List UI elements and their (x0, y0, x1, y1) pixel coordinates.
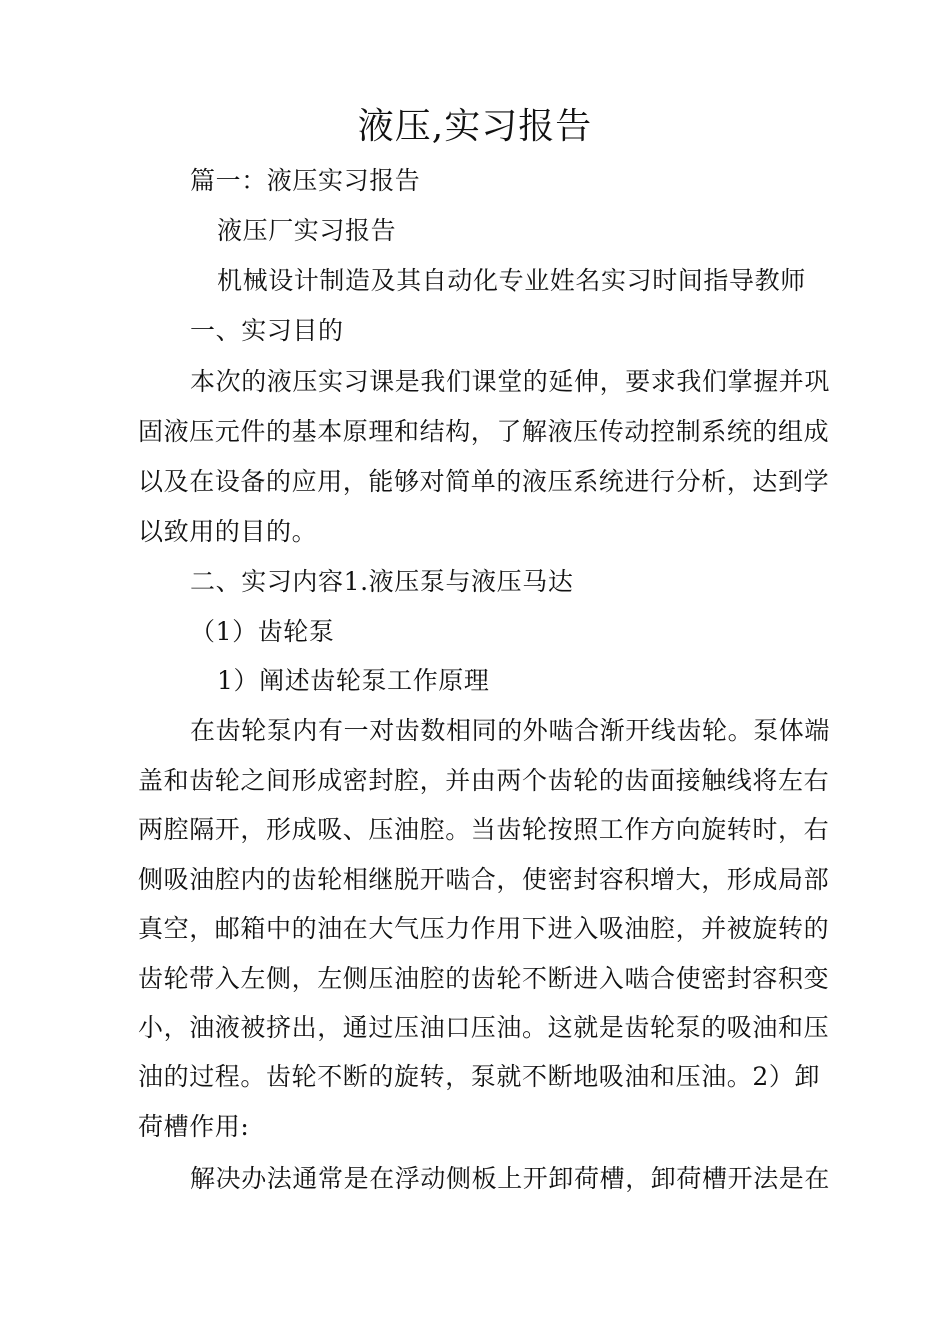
section-heading: 一、实习目的 (190, 316, 344, 345)
subheading: 1）阐述齿轮泵工作原理 (217, 666, 490, 695)
paragraph-line: 小，油液被挤出，通过压油口压油。这就是齿轮泵的吸油和压 (138, 1013, 830, 1042)
paragraph-line: 解决办法通常是在浮动侧板上开卸荷槽，卸荷槽开法是在 (190, 1164, 831, 1193)
paragraph-line: 在齿轮泵内有一对齿数相同的外啮合渐开线齿轮。泵体端 (190, 716, 831, 745)
paragraph-line: 以致用的目的。 (138, 517, 318, 546)
paragraph-line: 本次的液压实习课是我们课堂的延伸，要求我们掌握并巩 (190, 367, 831, 396)
subheading: 液压厂实习报告 (217, 216, 397, 245)
subheading: （1）齿轮泵 (190, 617, 335, 646)
paragraph-line: 侧吸油腔内的齿轮相继脱开啮合，使密封容积增大，形成局部 (138, 865, 830, 894)
paragraph-line: 两腔隔开，形成吸、压油腔。当齿轮按照工作方向旋转时，右 (138, 815, 830, 844)
paragraph-line: 油的过程。齿轮不断的旋转，泵就不断地吸油和压油。2）卸 (138, 1062, 821, 1091)
paragraph-line: 固液压元件的基本原理和结构，了解液压传动控制系统的组成 (138, 417, 830, 446)
paragraph-line: 盖和齿轮之间形成密封腔，并由两个齿轮的齿面接触线将左右 (138, 766, 830, 795)
info-line: 机械设计制造及其自动化专业姓名实习时间指导教师 (217, 266, 806, 295)
paragraph-line: 荷槽作用: (138, 1112, 250, 1141)
section-heading: 篇一：液压实习报告 (190, 166, 421, 195)
paragraph-line: 齿轮带入左侧，左侧压油腔的齿轮不断进入啮合使密封容积变 (138, 964, 830, 993)
paragraph-line: 以及在设备的应用，能够对简单的液压系统进行分析，达到学 (138, 467, 830, 496)
section-heading: 二、实习内容1.液压泵与液压马达 (190, 567, 574, 596)
paragraph-line: 真空，邮箱中的油在大气压力作用下进入吸油腔，并被旋转的 (138, 914, 830, 943)
document-title: 液压,实习报告 (357, 106, 593, 147)
